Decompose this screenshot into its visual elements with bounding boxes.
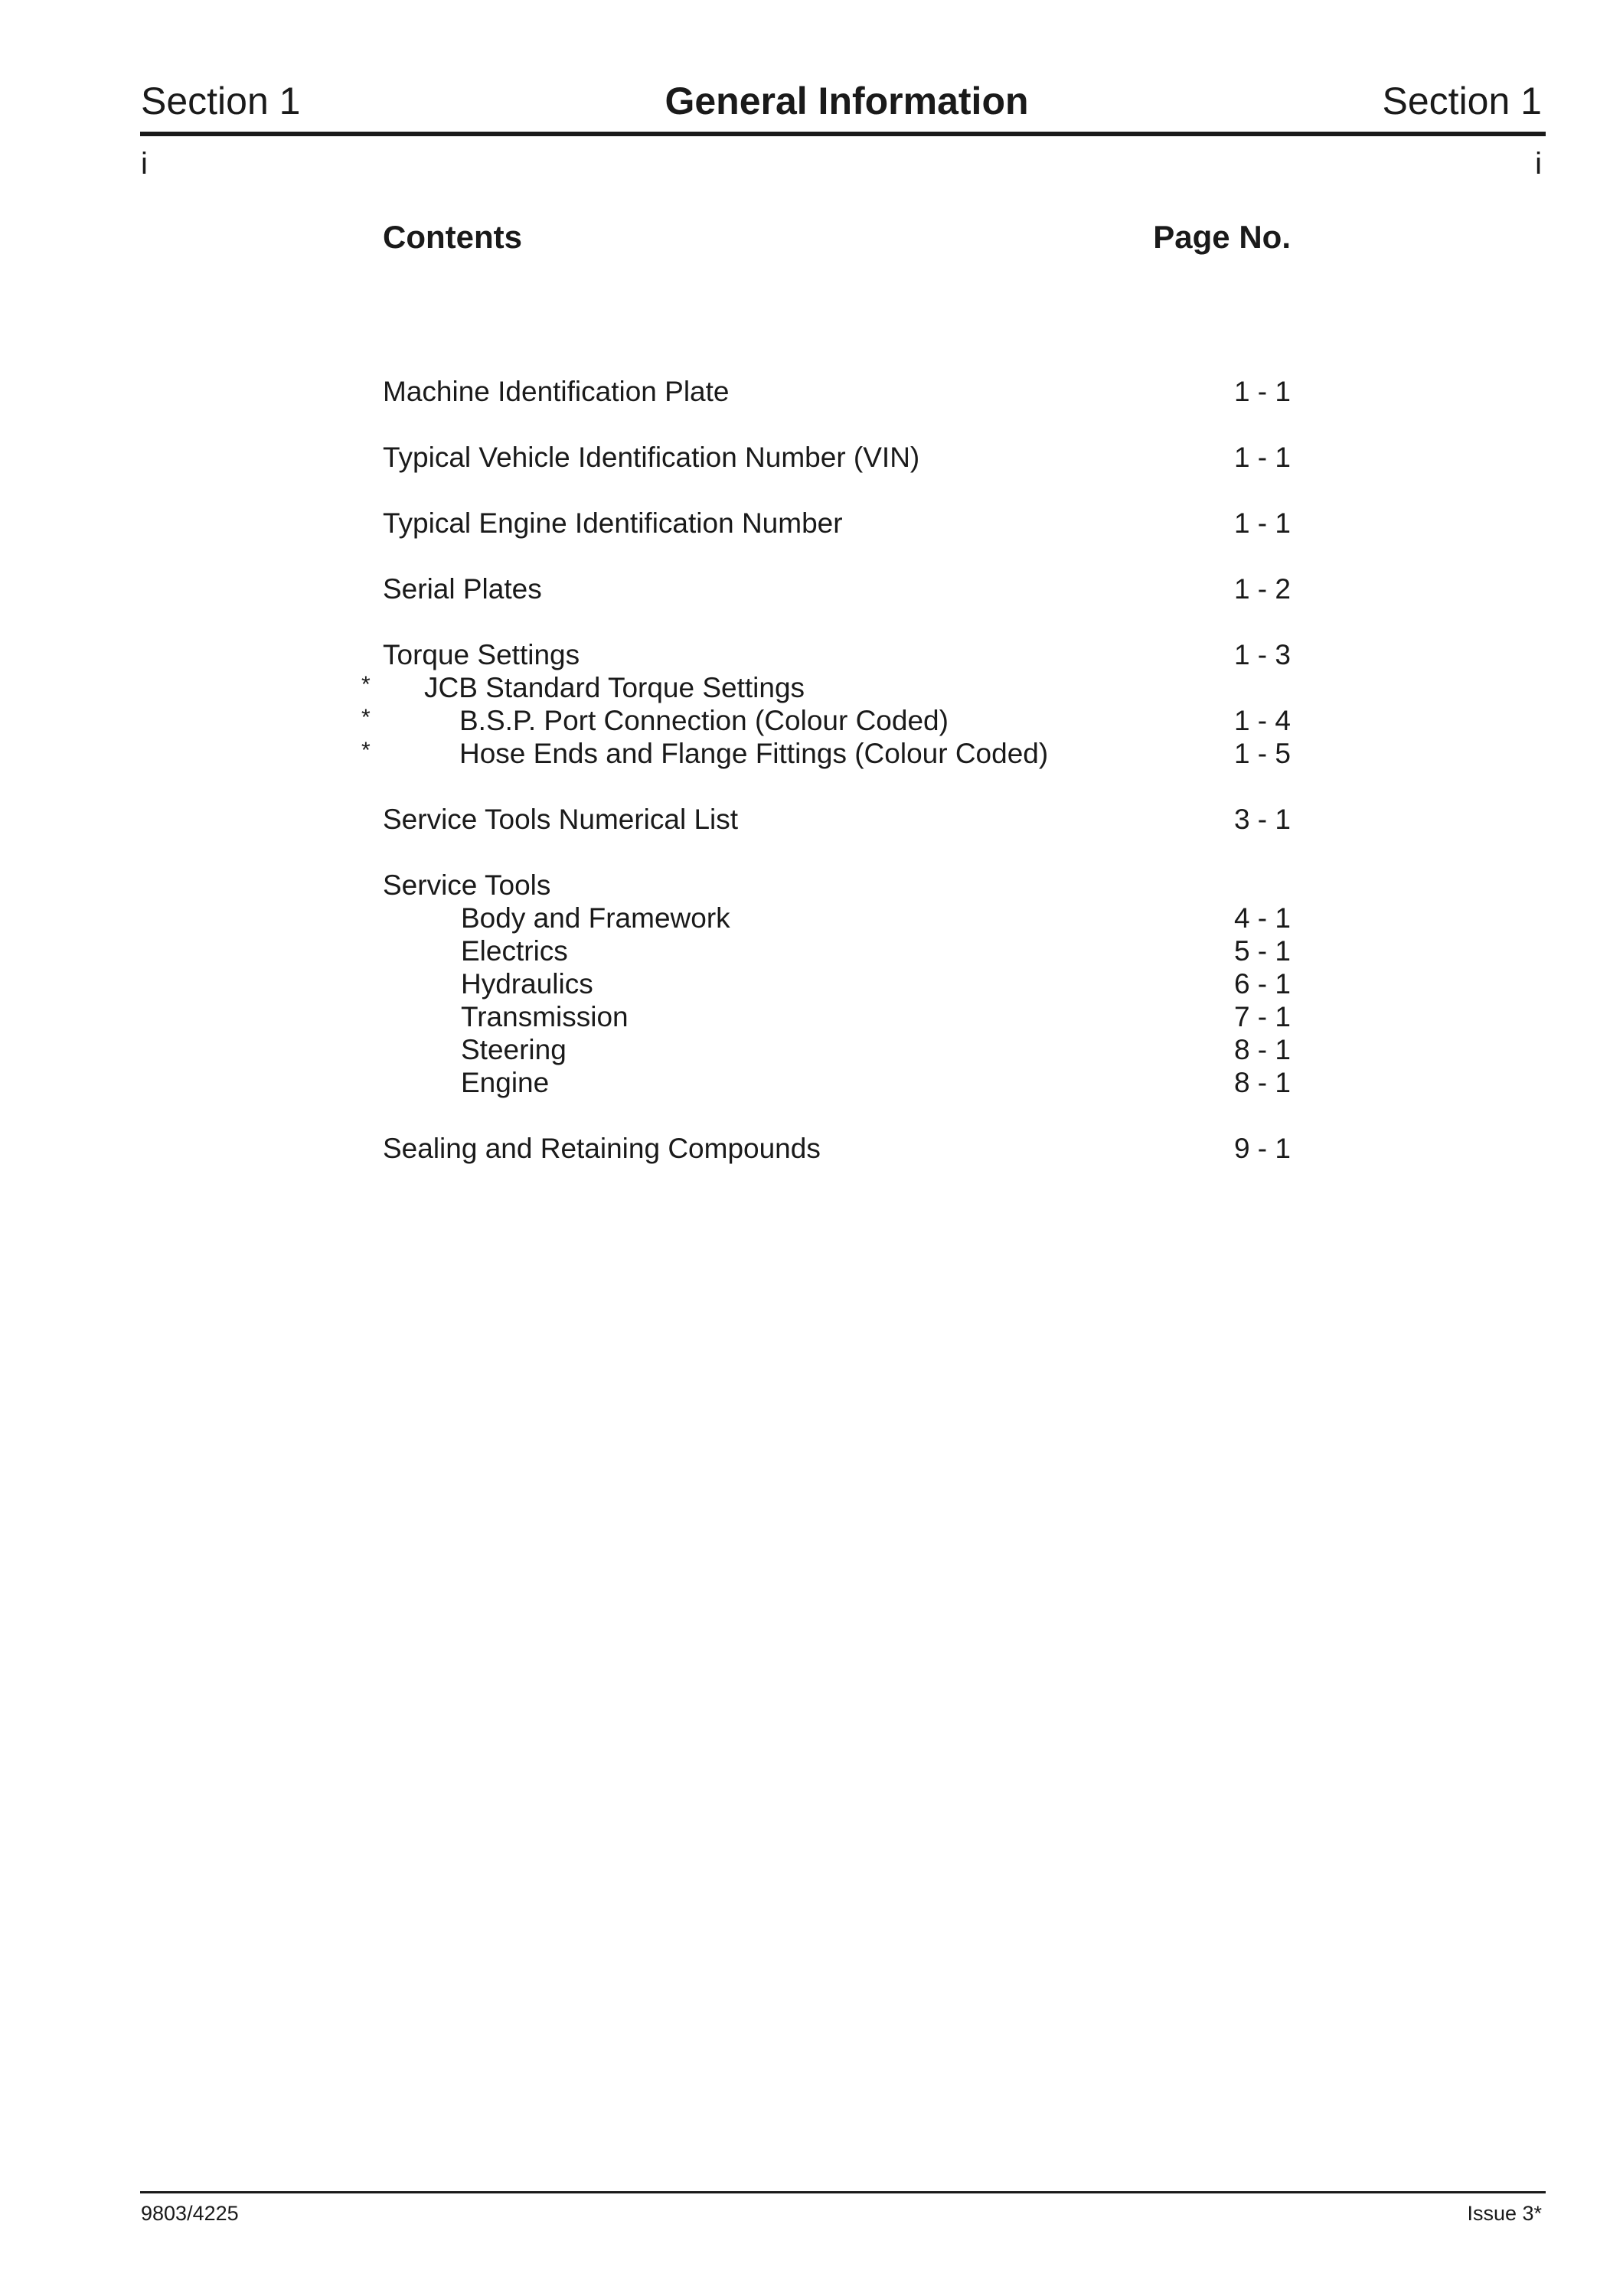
document-number: 9803/4225 <box>141 2202 239 2225</box>
revision-marker: * <box>361 738 371 763</box>
footer-rule <box>140 2191 1546 2193</box>
toc-entry <box>0 967 1623 1000</box>
toc-entry <box>0 737 1623 770</box>
toc-entry-title: Transmission <box>461 1001 629 1032</box>
toc-entry-page: 1 - 2 <box>1233 573 1291 605</box>
toc-entry <box>0 507 1623 540</box>
toc-entry-page: 1 - 3 <box>1233 639 1291 670</box>
toc-entry <box>0 671 1623 704</box>
toc-entry <box>0 1033 1623 1066</box>
toc-entry-page: 8 - 1 <box>1233 1067 1291 1098</box>
toc-entry-title: B.S.P. Port Connection (Colour Coded) <box>459 705 949 736</box>
toc-entry <box>0 638 1623 671</box>
toc-entry-page: 9 - 1 <box>1233 1133 1291 1164</box>
revision-marker: * <box>361 705 371 730</box>
page-no-heading: Page No. <box>1153 219 1291 255</box>
toc-entry-title: Machine Identification Plate <box>383 376 730 407</box>
toc-entry-page: 1 - 4 <box>1233 705 1291 736</box>
page-number-right: i <box>1535 147 1542 181</box>
toc-entry-title: Service Tools <box>383 869 551 901</box>
toc-entry <box>0 1000 1623 1033</box>
toc-entry-title: Engine <box>461 1067 550 1098</box>
toc-entry-title: Electrics <box>461 935 568 967</box>
toc-entry-title: Hydraulics <box>461 968 593 1000</box>
toc-entry-page: 1 - 5 <box>1233 738 1291 769</box>
revision-marker: * <box>361 672 371 697</box>
toc-entry-title: Sealing and Retaining Compounds <box>383 1133 821 1164</box>
page-number-left: i <box>141 147 148 181</box>
toc-entry-title: JCB Standard Torque Settings <box>424 672 805 703</box>
toc-entry-page: 5 - 1 <box>1233 935 1291 967</box>
toc-entry-page: 1 - 1 <box>1233 442 1291 473</box>
toc-entry <box>0 902 1623 934</box>
toc-entry <box>0 869 1623 902</box>
toc-entry <box>0 704 1623 737</box>
toc-entry-page: 8 - 1 <box>1233 1034 1291 1065</box>
toc-entry <box>0 572 1623 605</box>
toc-entry <box>0 1066 1623 1099</box>
toc-entry <box>0 803 1623 836</box>
toc-entry-page: 1 - 1 <box>1233 507 1291 539</box>
toc-entry-title: Torque Settings <box>383 639 580 670</box>
toc-entry-page: 6 - 1 <box>1233 968 1291 1000</box>
toc-entry-title: Body and Framework <box>461 902 730 934</box>
toc-entry <box>0 441 1623 474</box>
issue-number: Issue 3* <box>1467 2202 1542 2225</box>
table-of-contents <box>0 375 1623 1165</box>
toc-entry-title: Typical Engine Identification Number <box>383 507 843 539</box>
toc-entry-title: Hose Ends and Flange Fittings (Colour Coded) <box>459 738 1049 769</box>
toc-entry-page: 4 - 1 <box>1233 902 1291 934</box>
header-section-left: Section 1 <box>141 80 301 122</box>
toc-entry-page: 7 - 1 <box>1233 1001 1291 1032</box>
header-rule <box>140 132 1546 136</box>
toc-entry-page: 3 - 1 <box>1233 804 1291 835</box>
toc-entry-title: Steering <box>461 1034 567 1065</box>
toc-entry-page: 1 - 1 <box>1233 376 1291 407</box>
page-title: General Information <box>665 80 1029 122</box>
toc-entry-title: Serial Plates <box>383 573 542 605</box>
header-section-right: Section 1 <box>1382 80 1542 122</box>
toc-entry <box>0 1132 1623 1165</box>
toc-entry-title: Typical Vehicle Identification Number (VIN) <box>383 442 920 473</box>
toc-entry <box>0 934 1623 967</box>
toc-entry-title: Service Tools Numerical List <box>383 804 739 835</box>
toc-entry <box>0 375 1623 408</box>
contents-heading: Contents <box>383 219 522 255</box>
